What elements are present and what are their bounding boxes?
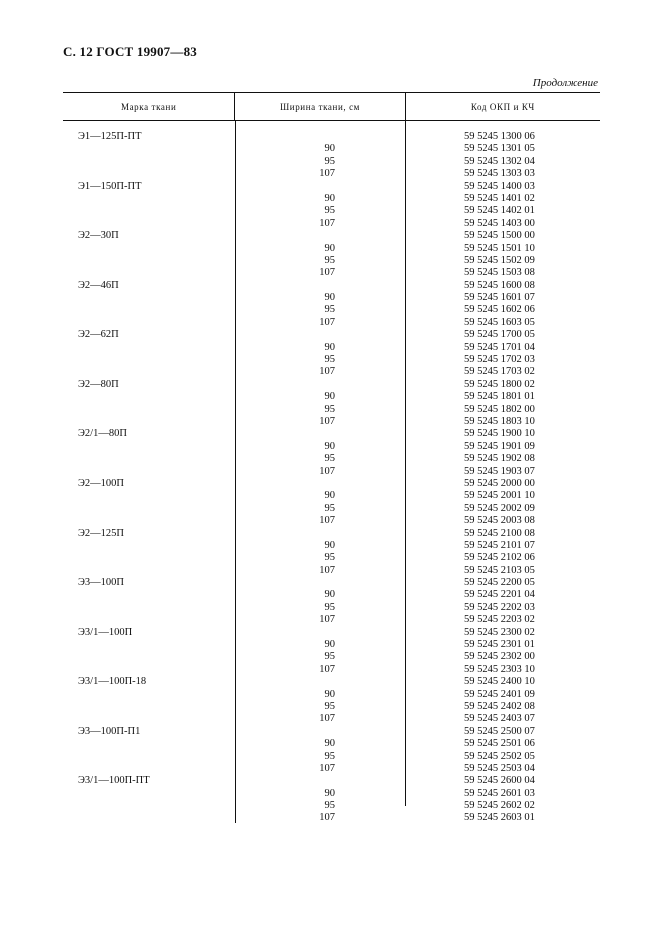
fabric-mark bbox=[63, 602, 235, 614]
okp-code: 59 5245 2401 09 bbox=[464, 688, 535, 700]
fabric-mark bbox=[63, 738, 235, 750]
table-row bbox=[63, 292, 600, 304]
fabric-width: 90 bbox=[324, 440, 335, 452]
fabric-mark: Э3—100П bbox=[78, 577, 125, 589]
fabric-width: 107 bbox=[319, 366, 335, 378]
okp-code: 59 5245 2200 05 bbox=[464, 577, 535, 589]
okp-code: 59 5245 1800 02 bbox=[464, 378, 535, 390]
fabric-width: 107 bbox=[319, 812, 335, 824]
fabric-mark bbox=[63, 267, 235, 279]
fabric-mark: Э1—125П-ПТ bbox=[78, 131, 142, 142]
fabric-mark bbox=[63, 701, 235, 713]
okp-code: 59 5245 2100 08 bbox=[464, 527, 535, 539]
table-row bbox=[63, 255, 600, 267]
column-divider bbox=[405, 121, 406, 806]
page-header: С. 12 ГОСТ 19907—83 bbox=[63, 44, 197, 59]
table-row bbox=[63, 205, 600, 217]
fabric-width bbox=[235, 726, 405, 738]
table-row bbox=[63, 763, 600, 775]
okp-code: 59 5245 2103 05 bbox=[464, 564, 535, 576]
okp-code: 59 5245 2403 07 bbox=[464, 713, 535, 725]
okp-code: 59 5245 2202 03 bbox=[464, 601, 535, 613]
fabric-mark bbox=[63, 342, 235, 354]
fabric-width: 95 bbox=[324, 453, 335, 465]
continuation-label: Продолжение bbox=[532, 77, 598, 89]
fabric-width: 95 bbox=[324, 552, 335, 564]
fabric-mark bbox=[63, 366, 235, 378]
fabric-mark bbox=[63, 143, 235, 155]
fabric-width: 107 bbox=[319, 415, 335, 427]
table-row bbox=[63, 503, 600, 515]
fabric-width bbox=[235, 181, 405, 193]
fabric-mark bbox=[63, 243, 235, 255]
table-row bbox=[63, 428, 600, 440]
okp-code: 59 5245 2402 08 bbox=[464, 700, 535, 712]
table-row bbox=[63, 143, 600, 155]
fabric-mark bbox=[63, 763, 235, 775]
okp-code: 59 5245 2503 04 bbox=[464, 762, 535, 774]
okp-code: 59 5245 1700 05 bbox=[464, 329, 535, 341]
okp-code: 59 5245 1600 08 bbox=[464, 279, 535, 291]
fabric-width bbox=[235, 428, 405, 440]
table-row bbox=[63, 528, 600, 540]
table-row bbox=[63, 404, 600, 416]
table-row bbox=[63, 193, 600, 205]
fabric-mark bbox=[63, 168, 235, 180]
fabric-mark bbox=[63, 317, 235, 329]
table-row bbox=[63, 478, 600, 490]
fabric-mark bbox=[63, 453, 235, 465]
fabric-width: 90 bbox=[324, 242, 335, 254]
okp-code: 59 5245 2601 03 bbox=[464, 787, 535, 799]
okp-code: 59 5245 2500 07 bbox=[464, 725, 535, 737]
fabric-width: 95 bbox=[324, 601, 335, 613]
fabric-mark bbox=[63, 589, 235, 601]
table-row bbox=[63, 639, 600, 651]
fabric-mark bbox=[63, 218, 235, 230]
okp-code: 59 5245 1803 10 bbox=[464, 415, 535, 427]
okp-code: 59 5245 2101 07 bbox=[464, 539, 535, 551]
fabric-width bbox=[235, 478, 405, 490]
okp-code: 59 5245 2301 01 bbox=[464, 639, 535, 651]
okp-code: 59 5245 1502 09 bbox=[464, 254, 535, 266]
fabric-mark bbox=[63, 689, 235, 701]
fabric-width bbox=[235, 528, 405, 540]
column-divider bbox=[235, 121, 236, 823]
fabric-width bbox=[235, 577, 405, 589]
okp-code: 59 5245 1403 00 bbox=[464, 217, 535, 229]
fabric-width: 95 bbox=[324, 700, 335, 712]
okp-code: 59 5245 1503 08 bbox=[464, 267, 535, 279]
table-header bbox=[63, 92, 600, 121]
fabric-mark: Э2—125П bbox=[78, 527, 125, 539]
okp-code: 59 5245 2201 04 bbox=[464, 589, 535, 601]
table-row bbox=[63, 589, 600, 601]
table-row bbox=[63, 565, 600, 577]
fabric-mark: Э2—100П bbox=[78, 477, 125, 489]
fabric-mark bbox=[63, 193, 235, 205]
fabric-width: 90 bbox=[324, 688, 335, 700]
fabric-width: 107 bbox=[319, 713, 335, 725]
table-row bbox=[63, 751, 600, 763]
fabric-mark bbox=[63, 651, 235, 663]
fabric-group bbox=[63, 280, 600, 330]
table-row bbox=[63, 218, 600, 230]
fabric-width: 90 bbox=[324, 738, 335, 750]
fabric-width: 107 bbox=[319, 168, 335, 180]
fabric-mark: Э2—46П bbox=[78, 279, 119, 291]
okp-code: 59 5245 1903 07 bbox=[464, 465, 535, 477]
okp-code: 59 5245 1402 01 bbox=[464, 205, 535, 217]
fabric-width: 107 bbox=[319, 762, 335, 774]
fabric-width: 95 bbox=[324, 254, 335, 266]
fabric-width: 90 bbox=[324, 589, 335, 601]
fabric-width bbox=[235, 775, 405, 787]
fabric-mark: Э3/1—100П-18 bbox=[78, 676, 147, 688]
fabric-width: 90 bbox=[324, 391, 335, 403]
fabric-width: 95 bbox=[324, 750, 335, 762]
table-row bbox=[63, 676, 600, 688]
table-row bbox=[63, 267, 600, 279]
fabric-width: 95 bbox=[324, 155, 335, 167]
table-row bbox=[63, 602, 600, 614]
fabric-mark bbox=[63, 156, 235, 168]
okp-code: 59 5245 2502 05 bbox=[464, 750, 535, 762]
fabric-mark: Э2—30П bbox=[78, 230, 119, 242]
table-row bbox=[63, 181, 600, 193]
fabric-mark bbox=[63, 292, 235, 304]
fabric-mark: Э3/1—100П bbox=[78, 626, 133, 638]
okp-code: 59 5245 1702 03 bbox=[464, 354, 535, 366]
fabric-width bbox=[235, 131, 405, 143]
fabric-group bbox=[63, 181, 600, 231]
fabric-width: 107 bbox=[319, 217, 335, 229]
fabric-code-table bbox=[63, 92, 600, 833]
okp-code: 59 5245 1801 01 bbox=[464, 391, 535, 403]
table-row bbox=[63, 280, 600, 292]
okp-code: 59 5245 1902 08 bbox=[464, 453, 535, 465]
fabric-mark bbox=[63, 304, 235, 316]
column-header-fabric-mark: Марка ткани bbox=[120, 101, 177, 112]
fabric-mark bbox=[63, 255, 235, 267]
fabric-group bbox=[63, 627, 600, 677]
fabric-width: 95 bbox=[324, 800, 335, 812]
okp-code: 59 5245 1500 00 bbox=[464, 230, 535, 242]
fabric-width: 107 bbox=[319, 316, 335, 328]
fabric-width: 95 bbox=[324, 651, 335, 663]
table-row bbox=[63, 441, 600, 453]
table-row bbox=[63, 342, 600, 354]
okp-code: 59 5245 1501 10 bbox=[464, 242, 535, 254]
fabric-width bbox=[235, 627, 405, 639]
fabric-width bbox=[235, 280, 405, 292]
table-row bbox=[63, 243, 600, 255]
okp-code: 59 5245 1900 10 bbox=[464, 428, 535, 440]
fabric-width: 107 bbox=[319, 564, 335, 576]
fabric-mark bbox=[63, 515, 235, 527]
fabric-width: 107 bbox=[319, 663, 335, 675]
table-row bbox=[63, 788, 600, 800]
fabric-width bbox=[235, 379, 405, 391]
table-row bbox=[63, 168, 600, 180]
fabric-width: 90 bbox=[324, 539, 335, 551]
fabric-width: 95 bbox=[324, 354, 335, 366]
fabric-mark bbox=[63, 540, 235, 552]
okp-code: 59 5245 1401 02 bbox=[464, 192, 535, 204]
okp-code: 59 5245 1301 05 bbox=[464, 143, 535, 155]
okp-code: 59 5245 2102 06 bbox=[464, 552, 535, 564]
table-row bbox=[63, 329, 600, 341]
fabric-mark bbox=[63, 552, 235, 564]
fabric-mark: Э1—150П-ПТ bbox=[78, 180, 142, 192]
fabric-group bbox=[63, 329, 600, 379]
fabric-width: 90 bbox=[324, 143, 335, 155]
okp-code: 59 5245 1703 02 bbox=[464, 366, 535, 378]
okp-code: 59 5245 2303 10 bbox=[464, 663, 535, 675]
column-header-fabric-width: Ширина ткани, см bbox=[234, 93, 404, 120]
fabric-width: 90 bbox=[324, 341, 335, 353]
table-row bbox=[63, 614, 600, 626]
fabric-group bbox=[63, 676, 600, 726]
table-row bbox=[63, 800, 600, 812]
okp-code: 59 5245 2001 10 bbox=[464, 490, 535, 502]
okp-code: 59 5245 1302 04 bbox=[464, 155, 535, 167]
table-row bbox=[63, 391, 600, 403]
fabric-mark: Э2/1—80П bbox=[78, 428, 127, 440]
table-row bbox=[63, 366, 600, 378]
fabric-width: 95 bbox=[324, 403, 335, 415]
okp-code: 59 5245 1603 05 bbox=[464, 316, 535, 328]
fabric-width bbox=[235, 329, 405, 341]
fabric-mark: Э2—62П bbox=[78, 329, 119, 341]
table-row bbox=[63, 416, 600, 428]
fabric-group bbox=[63, 726, 600, 776]
fabric-mark bbox=[63, 751, 235, 763]
fabric-mark bbox=[63, 664, 235, 676]
fabric-width bbox=[235, 230, 405, 242]
fabric-group bbox=[63, 428, 600, 478]
okp-code: 59 5245 2400 10 bbox=[464, 676, 535, 688]
fabric-mark bbox=[63, 441, 235, 453]
table-body bbox=[63, 121, 600, 833]
fabric-mark bbox=[63, 404, 235, 416]
okp-code: 59 5245 2002 09 bbox=[464, 502, 535, 514]
okp-code: 59 5245 1400 03 bbox=[464, 180, 535, 192]
okp-code: 59 5245 2600 04 bbox=[464, 775, 535, 787]
fabric-group bbox=[63, 379, 600, 429]
fabric-width: 90 bbox=[324, 787, 335, 799]
table-row bbox=[63, 304, 600, 316]
table-row bbox=[63, 317, 600, 329]
fabric-mark bbox=[63, 713, 235, 725]
fabric-width: 95 bbox=[324, 205, 335, 217]
fabric-mark bbox=[63, 354, 235, 366]
fabric-width: 90 bbox=[324, 490, 335, 502]
table-row bbox=[63, 651, 600, 663]
fabric-mark bbox=[63, 639, 235, 651]
table-row bbox=[63, 713, 600, 725]
fabric-width: 90 bbox=[324, 639, 335, 651]
okp-code: 59 5245 2603 01 bbox=[464, 812, 535, 824]
table-row bbox=[63, 131, 600, 143]
fabric-mark bbox=[63, 614, 235, 626]
fabric-width: 107 bbox=[319, 267, 335, 279]
fabric-mark bbox=[63, 490, 235, 502]
fabric-mark bbox=[63, 788, 235, 800]
table-row bbox=[63, 701, 600, 713]
okp-code: 59 5245 2000 00 bbox=[464, 477, 535, 489]
fabric-mark bbox=[63, 503, 235, 515]
table-row bbox=[63, 664, 600, 676]
fabric-group bbox=[63, 775, 600, 825]
okp-code: 59 5245 2003 08 bbox=[464, 515, 535, 527]
fabric-mark bbox=[63, 205, 235, 217]
fabric-width: 90 bbox=[324, 192, 335, 204]
table-row bbox=[63, 354, 600, 366]
fabric-mark bbox=[63, 466, 235, 478]
table-row bbox=[63, 812, 600, 824]
fabric-group bbox=[63, 230, 600, 280]
table-row bbox=[63, 775, 600, 787]
table-row bbox=[63, 540, 600, 552]
fabric-width bbox=[235, 676, 405, 688]
table-row bbox=[63, 466, 600, 478]
table-row bbox=[63, 379, 600, 391]
okp-code: 59 5245 2602 02 bbox=[464, 800, 535, 812]
okp-code: 59 5245 1901 09 bbox=[464, 440, 535, 452]
fabric-width: 107 bbox=[319, 614, 335, 626]
fabric-mark: Э3/1—100П-ПТ bbox=[78, 775, 150, 787]
okp-code: 59 5245 2501 06 bbox=[464, 738, 535, 750]
fabric-group bbox=[63, 528, 600, 578]
fabric-group bbox=[63, 478, 600, 528]
fabric-width: 90 bbox=[324, 292, 335, 304]
fabric-mark bbox=[63, 800, 235, 812]
table-row bbox=[63, 627, 600, 639]
table-row bbox=[63, 726, 600, 738]
fabric-group bbox=[63, 577, 600, 627]
table-row bbox=[63, 230, 600, 242]
fabric-width: 107 bbox=[319, 515, 335, 527]
okp-code: 59 5245 1300 06 bbox=[464, 131, 535, 142]
table-row bbox=[63, 453, 600, 465]
fabric-mark bbox=[63, 391, 235, 403]
okp-code: 59 5245 1802 00 bbox=[464, 403, 535, 415]
okp-code: 59 5245 1701 04 bbox=[464, 341, 535, 353]
fabric-width: 95 bbox=[324, 304, 335, 316]
fabric-mark bbox=[63, 416, 235, 428]
table-row bbox=[63, 490, 600, 502]
column-header-okp-code: Код ОКП и КЧ bbox=[405, 93, 600, 120]
table-row bbox=[63, 156, 600, 168]
fabric-group bbox=[63, 131, 600, 181]
okp-code: 59 5245 1601 07 bbox=[464, 292, 535, 304]
table-row bbox=[63, 515, 600, 527]
okp-code: 59 5245 1602 06 bbox=[464, 304, 535, 316]
fabric-mark bbox=[63, 812, 235, 824]
okp-code: 59 5245 2302 00 bbox=[464, 651, 535, 663]
table-row bbox=[63, 738, 600, 750]
table-row bbox=[63, 552, 600, 564]
fabric-width: 95 bbox=[324, 502, 335, 514]
fabric-mark: Э2—80П bbox=[78, 378, 119, 390]
okp-code: 59 5245 2300 02 bbox=[464, 626, 535, 638]
okp-code: 59 5245 2203 02 bbox=[464, 614, 535, 626]
okp-code: 59 5245 1303 03 bbox=[464, 168, 535, 180]
fabric-mark: Э3—100П-П1 bbox=[78, 725, 141, 737]
table-row bbox=[63, 577, 600, 589]
fabric-mark bbox=[63, 565, 235, 577]
table-row bbox=[63, 689, 600, 701]
fabric-width: 107 bbox=[319, 465, 335, 477]
